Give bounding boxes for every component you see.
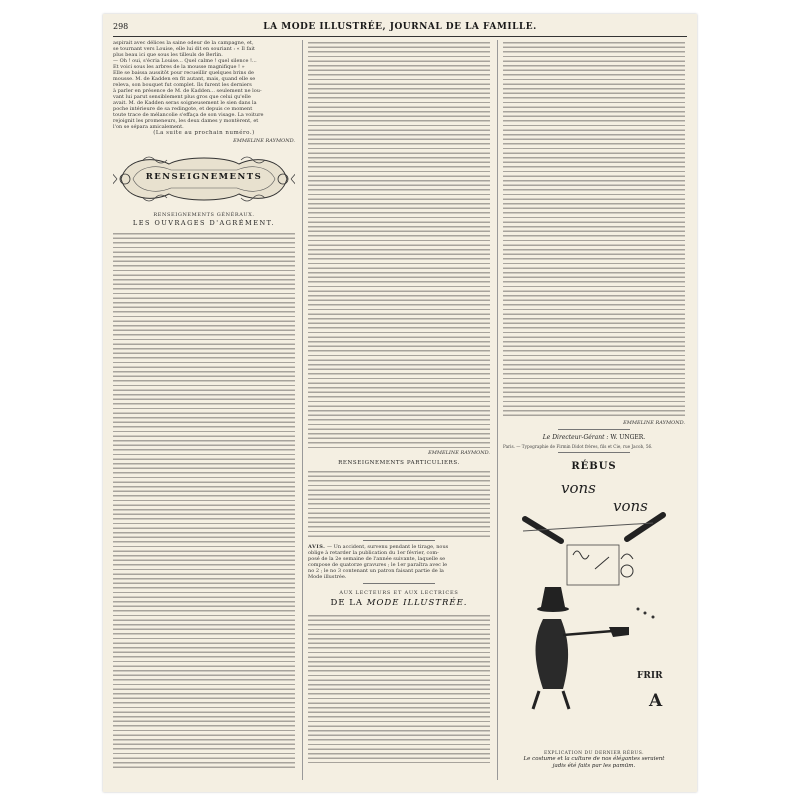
journal-title: LA MODE ILLUSTRÉE, JOURNAL DE LA FAMILLE. [263,22,537,32]
subheading-ouvrages: LES OUVRAGES D'AGRÉMENT. [132,219,276,227]
page-number: 298 [113,22,129,31]
text-line: — Un accident, survenu pendant le tirage, nous [327,544,449,550]
page-header [113,22,687,34]
article-title: DE LA MODE ILLUSTRÉE. [330,598,468,608]
story-ending [113,40,295,130]
rebus-explanation-line: Le costume et la culture de nos élégantes seraient [523,756,665,762]
article-subtitle: AUX LECTEURS ET AUX LECTRICES [339,590,459,596]
newspaper-page [103,14,697,792]
separator-rule [558,429,631,430]
article-heading [308,590,490,608]
column-divider [302,40,303,780]
text-line: oblige à retarder la publication du 1er février, com- [308,550,439,556]
director-line: Le Directeur-Gérant : W. UNGER. [542,434,646,441]
article-body-text [113,231,295,771]
header-rule [113,36,687,37]
rebus-puzzle [503,459,685,749]
text-line: rejoignit les promeneurs, les deux dames y montèrent, et [113,118,259,124]
text-line: Mode illustrée. [308,574,347,580]
section-heading-particuliers: RENSEIGNEMENTS PARTICULIERS. [338,460,460,466]
text-line: avait. M. de Kadden seras soigneusement le sien dans la [113,100,257,106]
author-signature: EMMELINE RAYMOND. [233,138,295,144]
text-line: Elle se baissa aussitôt pour recueillir quelques brins de [113,70,254,76]
separator-rule [363,583,436,584]
column-2 [308,40,490,763]
author-signature: EMMELINE RAYMOND. [623,420,685,426]
text-line: se tournant vers Louise, elle lui dit en souriant : « Il fait [113,46,255,52]
text-line: posé de la 2e semaine de l'année suivante, laquelle se [308,556,446,562]
text-line: compose de quatorze gravures ; le 1er paraîtra avec le [308,562,448,568]
column-3 [503,40,685,770]
text-line: mousse. M. de Kadden en fit autant, mais, quand elle se [113,76,256,82]
continued-note: (La suite au prochain numéro.) [153,130,255,136]
author-signature: EMMELINE RAYMOND. [428,450,490,456]
rebus-explanation-line: jadis été faits par les pamüm. [552,763,636,769]
column-1 [113,40,295,771]
article-body-text [503,40,685,418]
avis-label: AVIS. [308,544,326,550]
avis-notice [308,544,490,580]
rebus-frir-text: FRIR [637,671,663,681]
section-body-text [308,469,490,537]
rebus-title: RÉBUS [571,461,617,472]
rebus-letter-a: A [649,691,663,711]
text-line: l'on se sépara amicalement. [113,124,184,130]
subheading-general: RENSEIGNEMENTS GÉNÉRAUX. [153,212,255,218]
text-line: à parler en présence de M. de Kadden... seulement ne lou- [113,88,262,94]
column-divider [497,40,498,780]
separator-rule [558,452,631,453]
text-line: releva, son bouquet fut complet. Ils furent les derniers [113,82,252,88]
text-line: no 2 ; le no 3 contenant un patron faisant partie de la [308,568,444,574]
text-line: vant lui parut sensiblement plus gros que celui qu'elle [113,94,251,100]
article-body-text [308,40,490,448]
text-line: toute trace de mélancolie s'effaça de son visage. La voiture [113,112,264,118]
banner-title: RENSEIGNEMENTS [145,172,263,182]
text-line: plus beau ici que sous les tilleuls de Berlin. [113,52,223,58]
article-body-text [308,613,490,763]
rebus-word-2: vons [613,497,648,515]
text-line: poche intérieure de sa redingote, et depuis ce moment [113,106,253,112]
renseignements-banner [113,150,295,208]
text-line: — Oh ! oui, s'écria Louise... Quel calme ! quel silence !... [113,58,257,64]
rebus-explanation-title: EXPLICATION DU DERNIER RÉBUS. [543,751,645,756]
rebus-word-1: vons [561,479,596,497]
printer-line: Paris. — Typographie de Firmin Didot frères, fils et Cie, rue Jacob, 56. [503,444,653,449]
text-line: aspirait avec délices la saine odeur de la campagne, et, [113,40,254,46]
text-line: Et voici sous les arbres de la mousse magnifique ! » [113,64,245,70]
separator-rule [363,540,436,541]
